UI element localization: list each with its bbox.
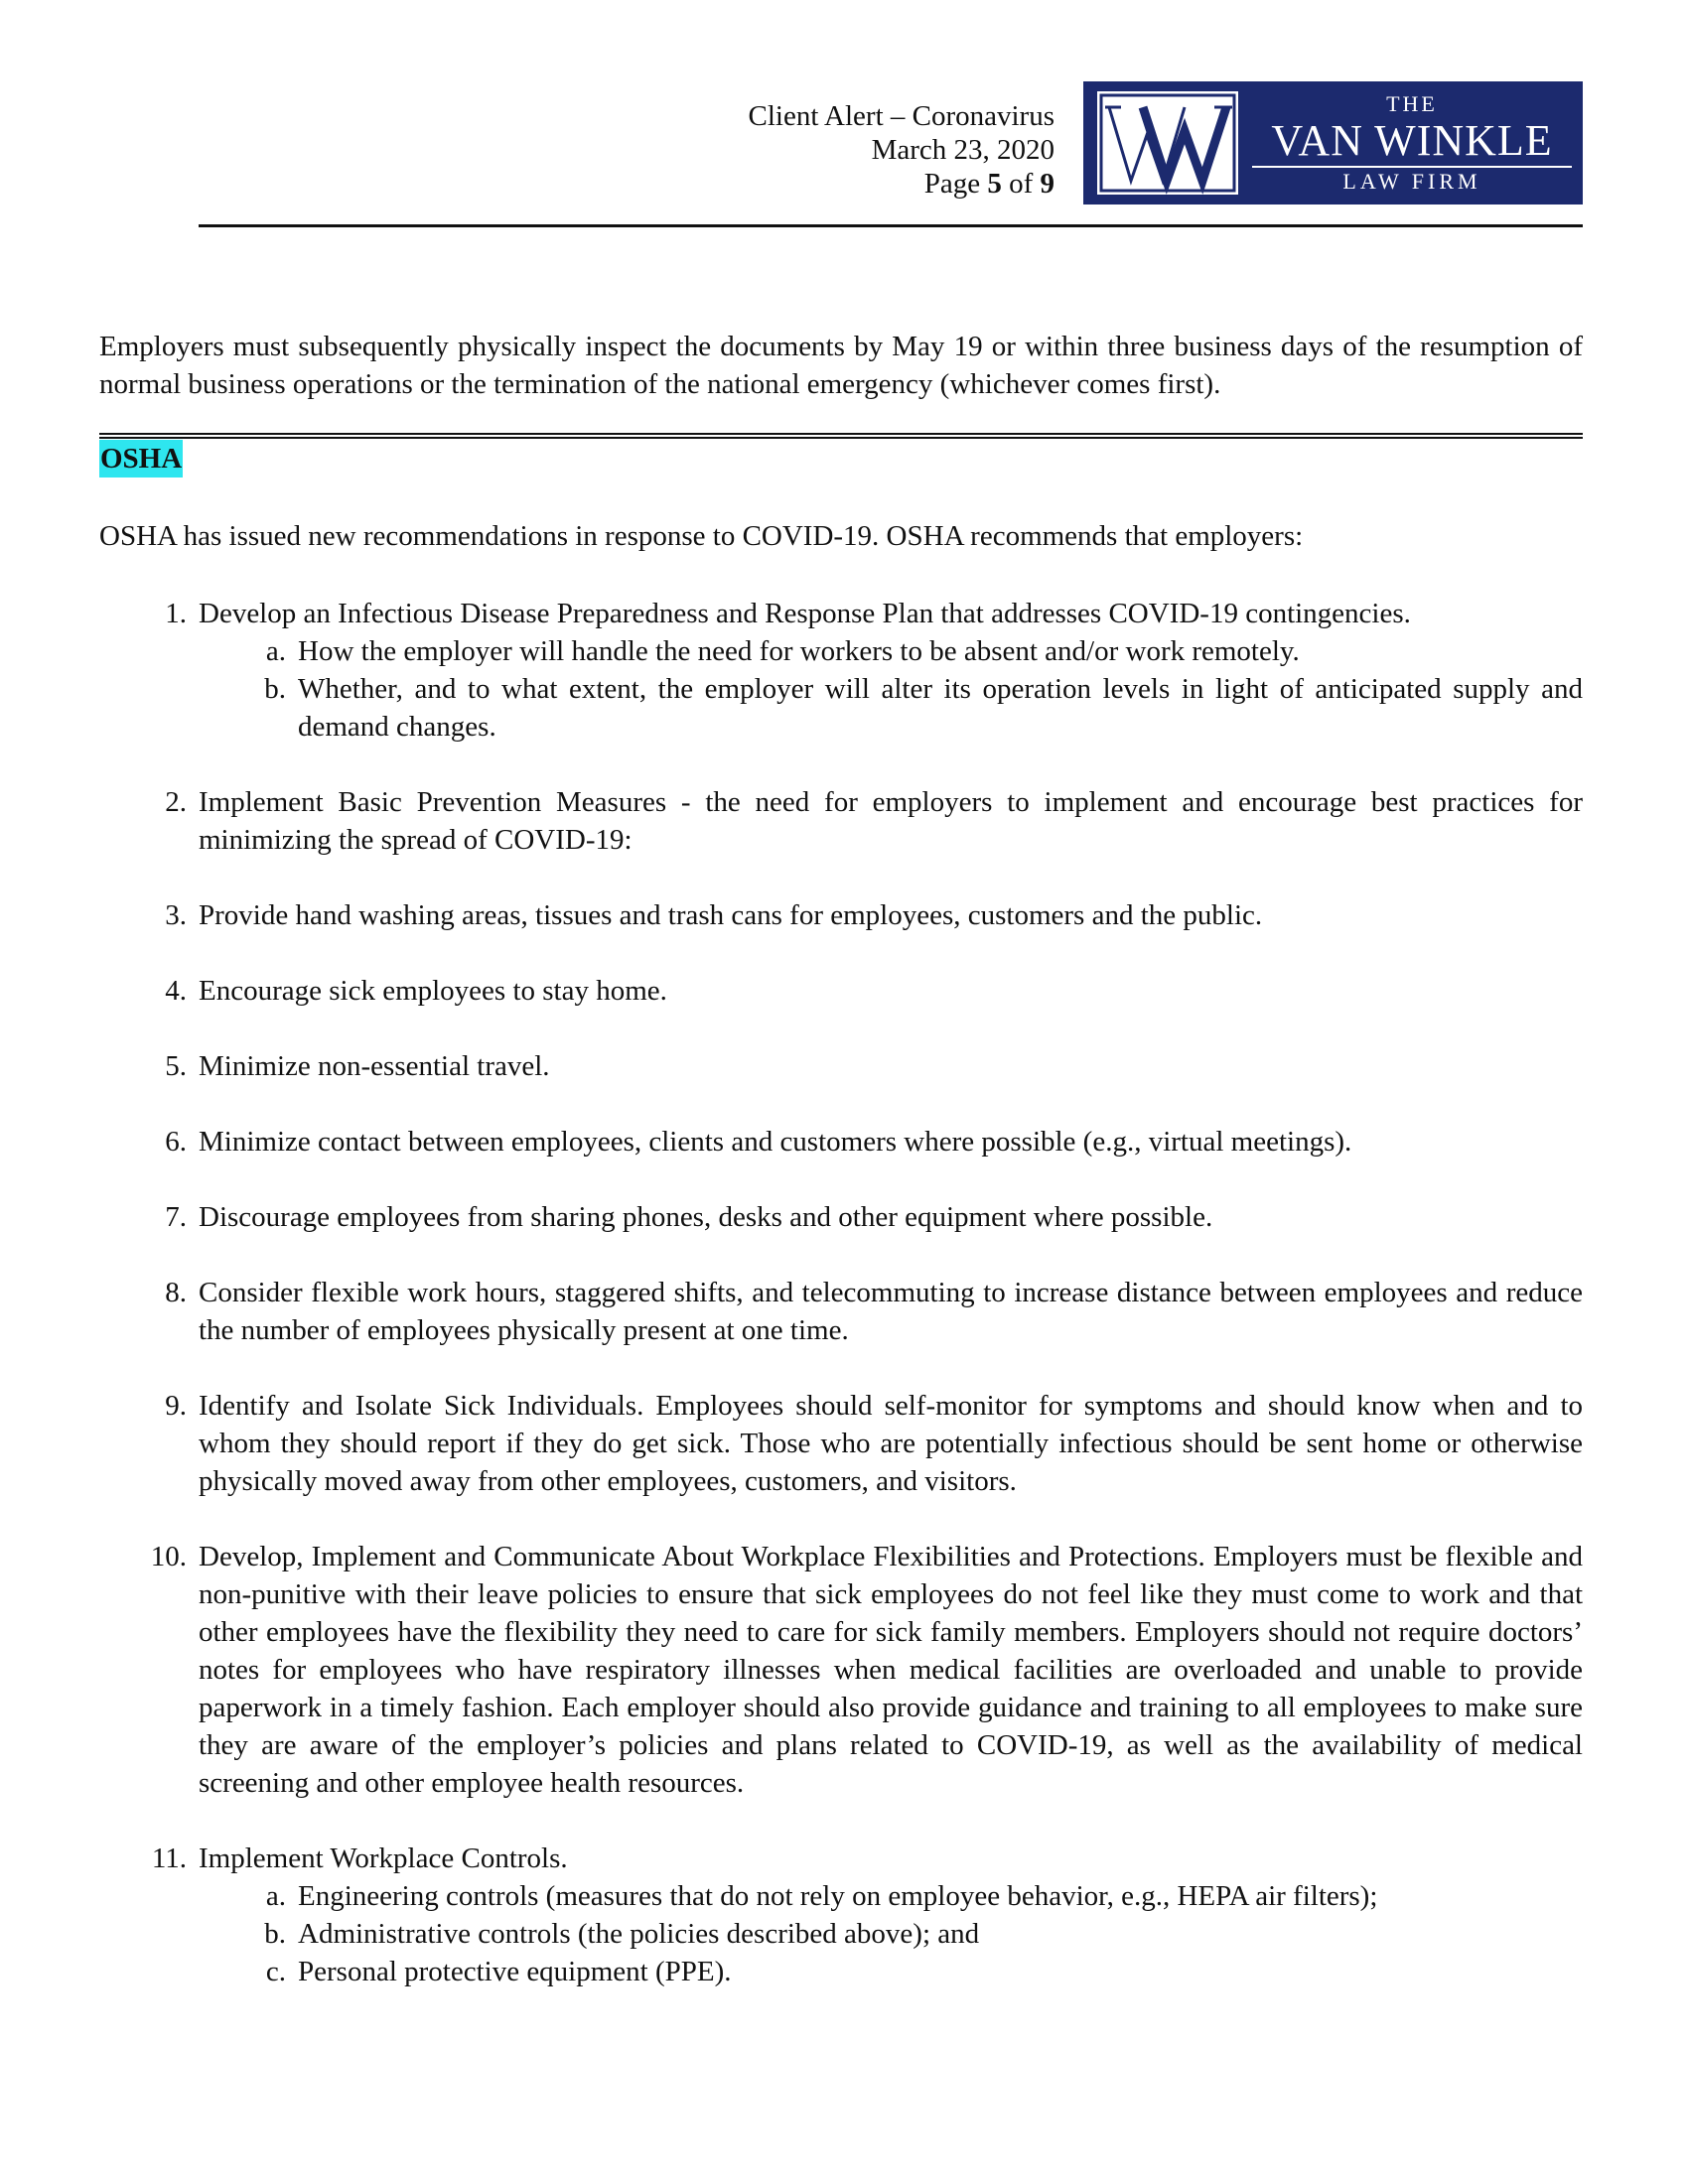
list-item-text: Minimize contact between employees, clients and customers where possible (e.g., virtual meetings).	[199, 1126, 1352, 1158]
list-item-number: 4.	[165, 975, 187, 1007]
list-item-text: Consider flexible work hours, staggered shifts, and telecommuting to increase distance between employees and reduce the number of employees physically present at one time.	[199, 1277, 1583, 1346]
list-item-text: Develop an Infectious Disease Preparedness and Response Plan that addresses COVID-19 contingencies.	[199, 598, 1411, 629]
logo-wordmark	[1248, 81, 1576, 205]
list-item-text: Discourage employees from sharing phones, desks and other equipment where possible.	[199, 1201, 1213, 1233]
list-item-text: Implement Workplace Controls.	[199, 1843, 568, 1874]
list-item	[99, 595, 1583, 746]
vw-monogram-icon	[1097, 91, 1238, 195]
list-item-number: 8.	[165, 1277, 187, 1308]
list-item-number: 1.	[165, 598, 187, 629]
logo-subtitle: LAW FIRM	[1342, 169, 1481, 194]
sub-item	[99, 632, 1583, 670]
list-item-text: Identify and Isolate Sick Individuals. Employees should self-monitor for symptoms and should know when and to whom they should report if they do get sick. Those who are potentially infectious should be sent home or otherwise physically moved away from other employees, customers, and visitors.	[199, 1390, 1583, 1497]
logo-rule	[1252, 166, 1572, 168]
logo-name: VAN WINKLE	[1271, 116, 1553, 165]
page-current: 5	[987, 168, 1002, 200]
recommendation-list	[99, 595, 1583, 2028]
list-item	[99, 972, 1583, 1010]
list-item-text: Develop, Implement and Communicate About Workplace Flexibilities and Protections. Employers must be flexible and non-punitive with their leave policies to ensure that sick employees do not feel like they must come to work and that other employees have the flexibility they need to care for sick family members. Employers should not require doctors’ notes for employees who have respiratory illnesses when medical facilities are overloaded and unable to provide paperwork in a timely fashion. Each employer should also provide guidance and training to all employees to make sure they are aware of the employer’s policies and plans related to COVID-19, as well as the availability of medical screening and other employee health resources.	[199, 1541, 1583, 1799]
list-item-number: 10.	[150, 1541, 187, 1572]
section-lead: OSHA has issued new recommendations in response to COVID-19. OSHA recommends that employers:	[99, 520, 1304, 552]
list-item	[99, 783, 1583, 859]
sub-item-letter: a.	[265, 635, 286, 667]
sub-item-text: Personal protective equipment (PPE).	[298, 1956, 732, 1987]
header-page-number	[596, 167, 1055, 201]
header-title: Client Alert – Coronavirus	[748, 100, 1055, 132]
list-item-text: Encourage sick employees to stay home.	[199, 975, 667, 1007]
list-item-number: 3.	[165, 899, 187, 931]
list-item	[99, 1840, 1583, 1990]
sub-item-letter: b.	[264, 1918, 286, 1950]
list-item	[99, 896, 1583, 934]
list-item	[99, 1538, 1583, 1802]
header-date: March 23, 2020	[871, 134, 1055, 166]
list-item-number: 7.	[165, 1201, 187, 1233]
list-item-number: 6.	[165, 1126, 187, 1158]
list-item-text: Minimize non-essential travel.	[199, 1050, 550, 1082]
list-item-number: 2.	[165, 786, 187, 818]
list-item-text: Provide hand washing areas, tissues and trash cans for employees, customers and the public.	[199, 899, 1263, 931]
sub-item-letter: a.	[265, 1880, 286, 1912]
sub-item	[99, 1953, 1583, 1990]
list-item	[99, 1274, 1583, 1349]
page-total: 9	[1040, 168, 1055, 200]
sub-item-text: How the employer will handle the need for workers to be absent and/or work remotely.	[298, 635, 1300, 667]
list-item-text: Implement Basic Prevention Measures - the need for employers to implement and encourage best practices for minimizing the spread of COVID-19:	[199, 786, 1583, 856]
page-prefix: Page	[923, 168, 988, 200]
sub-item	[99, 670, 1583, 746]
firm-logo	[1083, 81, 1583, 205]
sub-item-text: Whether, and to what extent, the employer will alter its operation levels in light of anticipated supply and demand changes.	[298, 673, 1583, 743]
page-header	[596, 99, 1055, 201]
list-item	[99, 1123, 1583, 1160]
list-item	[99, 1387, 1583, 1500]
sub-item-letter: b.	[264, 673, 286, 705]
sub-item	[99, 1915, 1583, 1953]
list-item-number: 9.	[165, 1390, 187, 1422]
sub-item-letter: c.	[265, 1956, 286, 1987]
list-item-number: 11.	[151, 1843, 187, 1874]
header-divider	[199, 224, 1583, 227]
section-divider	[99, 433, 1583, 439]
section-heading: OSHA	[99, 440, 183, 478]
sub-item-text: Engineering controls (measures that do not rely on employee behavior, e.g., HEPA air filters);	[298, 1880, 1378, 1912]
logo-the: THE	[1386, 91, 1438, 116]
page-of: of	[1001, 168, 1041, 200]
sub-item-text: Administrative controls (the policies described above); and	[298, 1918, 980, 1950]
intro-paragraph: Employers must subsequently physically inspect the documents by May 19 or within three business days of the resumption of normal business operations or the termination of the national emergency (whichever comes first).	[99, 331, 1583, 400]
list-item	[99, 1198, 1583, 1236]
sub-item	[99, 1877, 1583, 1915]
list-item-number: 5.	[165, 1050, 187, 1082]
list-item	[99, 1047, 1583, 1085]
